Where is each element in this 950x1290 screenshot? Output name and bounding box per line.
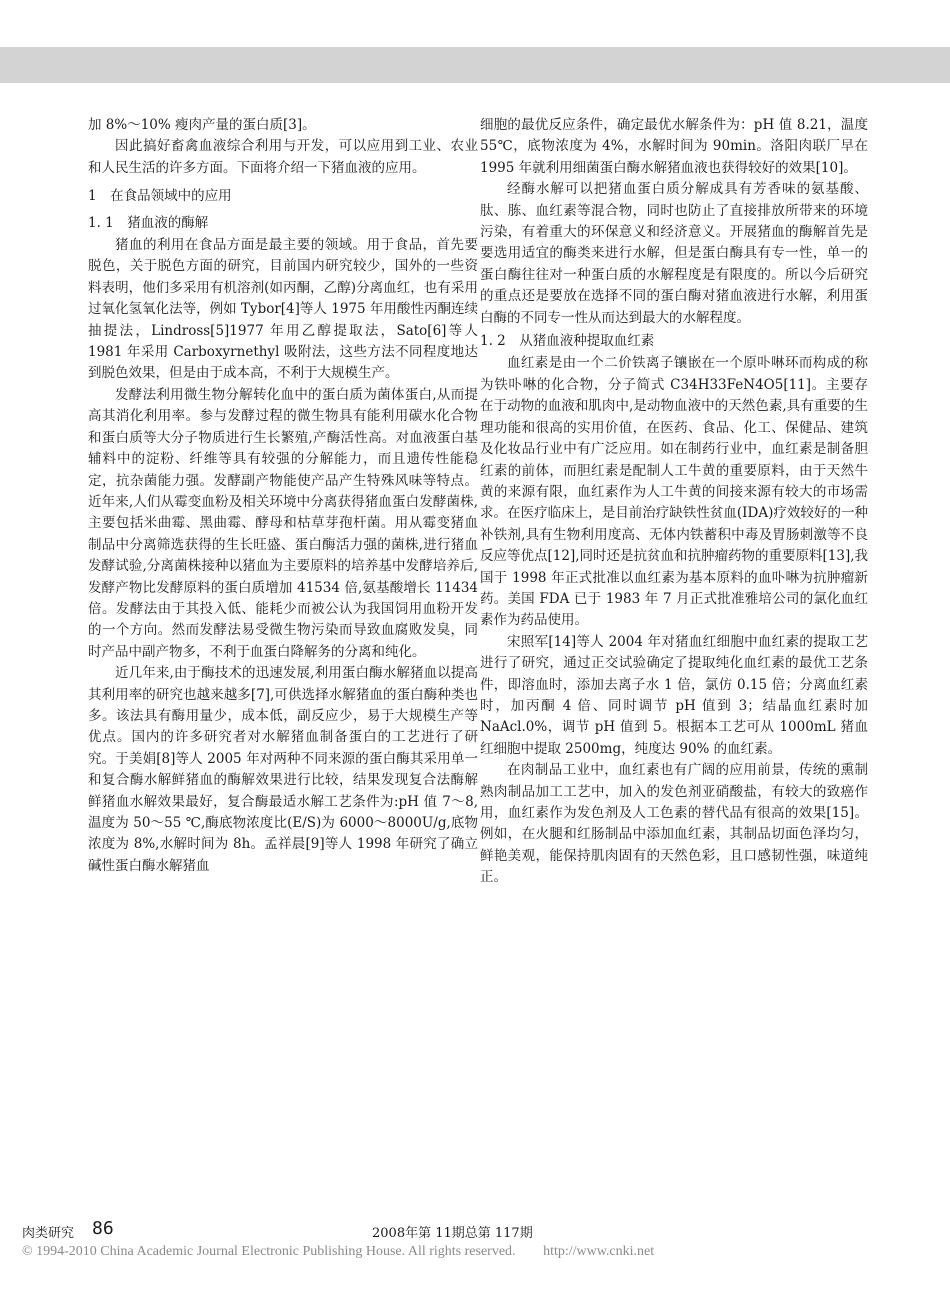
paragraph: 经酶水解可以把猪血蛋白质分解成具有芳香味的氨基酸、肽、胨、血红素等混合物，同时也防止了直接排放所带来的环境污染，有着重大的环保意义和经济意义。开展猪血的酶解首先是要选用适宜的酶类来进行水解，但是蛋白酶具有专一性，单一的蛋白酶往往对一种蛋白质的水解程度是有限度的。所以今后研究的重点还是要放在选择不同的蛋白酶对猪血液进行水解，利用蛋白酶的不同专一性从而达到最大的水解程度。 [480, 181, 868, 326]
subsection-heading: 1. 1 猪血液的酶解 [88, 214, 209, 231]
right-column [480, 115, 868, 889]
paragraph: 血红素是由一个二价铁离子镶嵌在一个原卟啉环而构成的称为铁卟啉的化合物，分子简式 C34H33FeN4O5[11]。主要存在于动物的血液和肌肉中,是动物血液中的天然色素,具有重要的生理功能和很高的实用价值，在医药、食品、化工、保健品、建筑及化妆品行业中有广泛应用。如在制药行业中，血红素是制备胆红素的前体，而胆红素是配制人工牛黄的重要原料，由于天然牛黄的来源有限，血红素作为人工牛黄的间接来源有较大的市场需求。在医疗临床上，是目前治疗缺铁性贫血(IDA)疗效较好的一种补铁剂,具有生物利用度高、无体内铁蓄积中毒及胃肠刺激等不良反应等优点[12],同时还是抗贫血和抗肿瘤药物的重要原料[13],我国于 1998 年正式批准以血红素为基本原料的血卟啉为抗肿瘤新药。美国 FDA 已于 1983 年 7 月正式批准雅培公司的氯化血红素作为药品使用。 [480, 355, 869, 629]
subsection-heading: 1. 2 从猪血液种提取血红素 [480, 333, 655, 350]
paragraph: 加 8%～10% 瘦肉产量的蛋白质[3]。 [88, 117, 316, 133]
journal-name: 肉类研究 [22, 1226, 75, 1241]
paragraph: 在肉制品工业中，血红素也有广阔的应用前景，传统的熏制熟肉制品加工工艺中，加入的发色剂亚硝酸盐，有较大的致癌作用，血红素作为发色剂及人工色素的替代品有很高的效果[15]。例如，在火腿和红肠制品中添加血红素，其制品切面色泽均匀，鲜艳美观，能保持肌肉固有的天然色彩，且口感韧性强，味道纯正。 [480, 762, 868, 886]
copyright-text: © 1994-2010 China Academic Journal Electronic Publishing House. All rights reserved. [22, 1244, 516, 1259]
paragraph: 发酵法利用微生物分解转化血中的蛋白质为菌体蛋白,从而提高其消化利用率。参与发酵过程的微生物具有能利用碳水化合物和蛋白质等大分子物质进行生长繁殖,产酶活性高。对血液蛋白基辅料中的淀粉、纤维等具有较强的分解能力，而且遗传性能稳定，抗杂菌能力强。发酵副产物能使产品产生特殊风味等特点。近年来,人们从霉变血粉及相关环境中分离获得猪血蛋白发酵菌株,主要包括米曲霉、黑曲霉、酵母和枯草芽孢杆菌。用从霉变猪血制品中分离筛选获得的生长旺盛、蛋白酶活力强的菌株,进行猪血发酵试验,分离菌株接种以猪血为主要原料的培养基中发酵培养后,发酵产物比发酵原料的蛋白质增加 41534 倍,氨基酸增长 11434 倍。发酵法由于其投入低、能耗少而被公认为我国饲用血粉开发的一个方向。然而发酵法易受微生物污染而导致血腐败发臭，同时产品中副产物多，不利于血蛋白降解务的分离和纯化。 [88, 386, 478, 660]
header-band [0, 47, 950, 83]
paragraph: 细胞的最优反应条件，确定最优水解条件为：pH 值 8.21，温度 55℃，底物浓度为 4%，水解时间为 90min。洛阳肉联厂早在 1995 年就利用细菌蛋白酶水解猪血液也获得较好的效果[10]。 [480, 117, 868, 176]
issue-info: 2008年第 11期总第 117期 [372, 1226, 533, 1241]
page-number: 86 [92, 1218, 114, 1239]
paragraph: 因此搞好畜禽血液综合利用与开发，可以应用到工业、农业和人民生活的许多方面。下面将介绍一下猪血液的应用。 [88, 138, 478, 176]
section-heading: 1 在食品领域中的应用 [88, 188, 232, 205]
paragraph: 宋照军[14]等人 2004 年对猪血红细胞中血红素的提取工艺进行了研究，通过正交试验确定了提取纯化血红素的最优工艺条件，即溶血时，添加去离子水 1 倍，氯仿 0.15 倍；分离血红素时，加丙酮 4 倍、同时调节 pH 值到 3；结晶血红素时加 NaAcl.0%，调节 pH 值到 5。根据本工艺可从 1000mL 猪血红细胞中提取 2500mg，纯度达 90% 的血红素。 [480, 633, 868, 757]
copyright-line [22, 1244, 942, 1260]
cnki-link[interactable]: http://www.cnki.net [543, 1244, 655, 1259]
paragraph: 猪血的利用在食品方面是最主要的领域。用于食品，首先要脱色，关于脱色方面的研究，目前国内研究较少，国外的一些资料表明，他们多采用有机溶剂(如丙酮，乙醇)分离血红，也有采用过氧化氢氧化法等，例如 Tybor[4]等人 1975 年用酸性丙酮连续抽提法，Lindross[5]1977 年用乙醇提取法，Sato[6]等人 1981 年采用 Carboxyrnethyl 吸附法，这些方法不同程度地达到脱色效果，但是由于成本高，不利于大规模生产。 [88, 237, 478, 382]
left-column [88, 115, 478, 877]
paragraph: 近几年来,由于酶技术的迅速发展,利用蛋白酶水解猪血以提高其利用率的研究也越来越多[7],可供选择水解猪血的蛋白酶种类也多。该法具有酶用量少，成本低，副反应少，易于大规模生产等优点。国内的许多研究者对水解猪血制备蛋白的工艺进行了研究。于美娟[8]等人 2005 年对两种不同来源的蛋白酶其采用单一和复合酶水解鲜猪血的酶解效果进行比较，结果发现复合法酶解鲜猪血水解效果最好，复合酶最适水解工艺条件为:pH 值 7～8,温度为 50～55 ℃,酶底物浓度比(E/S)为 6000～8000U/g,底物浓度为 8%,水解时间为 8h。孟祥晨[9]等人 1998 年研究了确立碱性蛋白酶水解猪血 [88, 665, 478, 874]
